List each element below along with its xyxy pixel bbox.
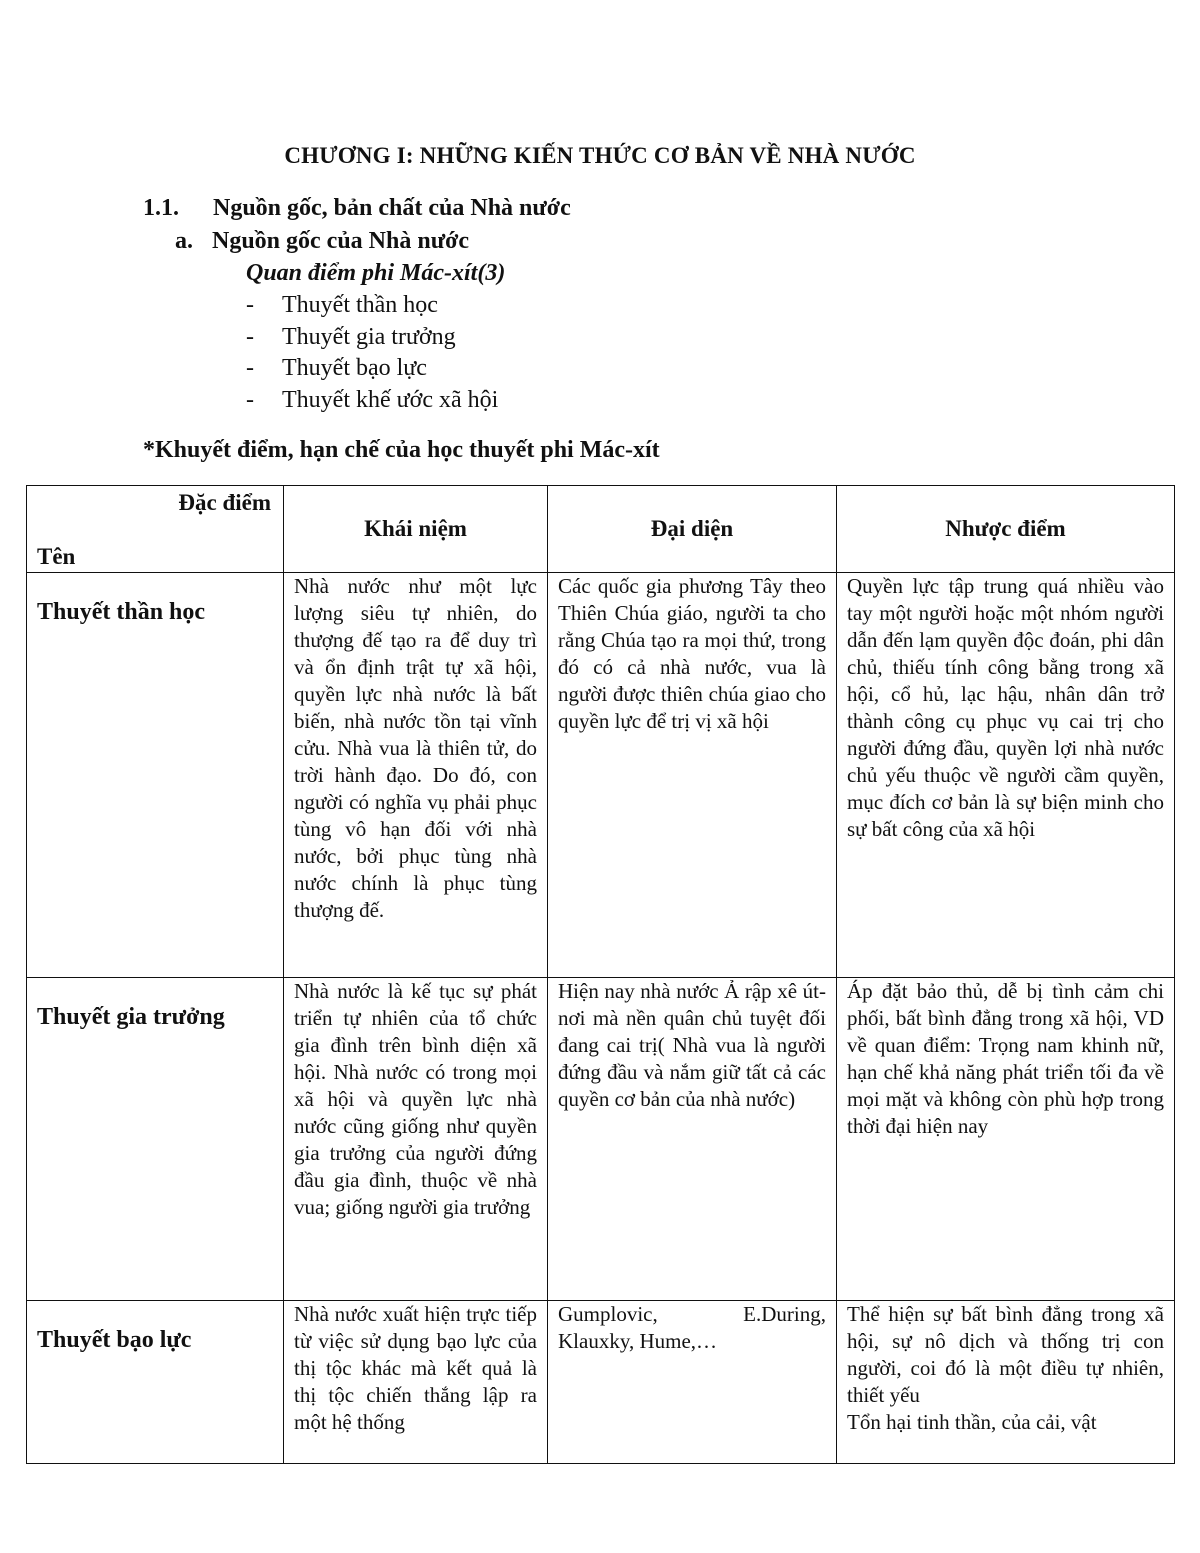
row-name-cell: Thuyết thần học: [27, 573, 284, 978]
comparison-table: [26, 485, 1175, 1464]
row-name-cell: Thuyết gia trưởng: [27, 978, 284, 1301]
row-name-cell: Thuyết bạo lực: [27, 1301, 284, 1464]
representative-cell: Các quốc gia phương Tây theo Thiên Chúa giáo, người ta cho rằng Chúa tạo ra mọi thứ, trong đó có cả nhà nước, vua là người được thiên chúa giao cho quyền lực để trị vị xã hội: [548, 573, 837, 978]
subsection-letter: a.: [175, 228, 193, 254]
column-header-concept: Khái niệm: [284, 486, 548, 573]
list-item-text: Thuyết gia trưởng: [282, 323, 456, 350]
bullet-marker: -: [246, 292, 254, 318]
section-number: 1.1.: [143, 195, 179, 221]
table-row: [27, 1301, 1175, 1464]
corner-label-name: Tên: [37, 544, 76, 569]
section-heading: [143, 195, 571, 222]
table-row: [27, 573, 1175, 978]
representative-cell: Hiện nay nhà nước Ả rập xê út- nơi mà nền quân chủ tuyệt đối đang cai trị( Nhà vua là người đứng đầu và nắm giữ tất cả các quyền cơ bản của nhà nước): [548, 978, 837, 1301]
bullet-marker: -: [246, 323, 254, 350]
table-header-row: [27, 486, 1175, 573]
subheading: Quan điểm phi Mác-xít(3): [246, 260, 506, 286]
concept-text: Nhà nước xuất hiện trực tiếp từ việc sử dụng bạo lực của thị tộc khác mà kết quả là thị tộc chiến thắng lập ra một hệ thống: [294, 1302, 537, 1434]
representative-cell: Gumplovic, E.During, Klauxky, Hume,…: [548, 1301, 837, 1464]
subsection-heading: [175, 228, 469, 255]
weakness-text: Thể hiện sự bất bình đẳng trong xã hội, sự nô dịch và thống trị con người, coi đó là một điều tự nhiên, thiết yếu: [847, 1302, 1164, 1407]
weakness-cell: Quyền lực tập trung quá nhiều vào tay một người hoặc một nhóm người dẫn đến lạm quyền độc đoán, phi dân chủ, thiếu tính công bằng trong xã hội, cổ hủ, lạc hậu, nhân dân trở thành công cụ phục vụ cai trị cho người đứng đầu, quyền lợi nhà nước chủ yếu thuộc về người cầm quyền, mục đích cơ bản là sự biện minh cho sự bất công của xã hội: [837, 573, 1175, 978]
column-header-weakness: Nhược điểm: [837, 486, 1175, 573]
chapter-title: CHƯƠNG I: NHỮNG KIẾN THỨC CƠ BẢN VỀ NHÀ NƯỚC: [284, 143, 916, 168]
bullet-marker: -: [246, 355, 254, 381]
list-item-text: Thuyết bạo lực: [282, 355, 427, 381]
theory-list: [246, 291, 498, 417]
concept-cell: Nhà nước là kế tục sự phát triển tự nhiên của tổ chức gia đình trên bình diện xã hội. Nhà nước có trong mọi xã hội và quyền lực nhà nước cũng giống như quyền gia trưởng của người đứng đầu gia đình, thuộc về nhà vua; giống người gia trưởng: [284, 978, 548, 1301]
list-item-text: Thuyết thần học: [282, 292, 438, 318]
weakness-text-continued: Tổn hại tinh thần, của cải, vật: [847, 1410, 1097, 1434]
column-header-representative: Đại diện: [548, 486, 837, 573]
section-text: Nguồn gốc, bản chất của Nhà nước: [213, 195, 571, 221]
table-heading: *Khuyết điểm, hạn chế của học thuyết phi Mác-xít: [143, 437, 660, 463]
list-item: [246, 291, 498, 323]
list-item-text: Thuyết khế ước xã hội: [282, 386, 499, 413]
weakness-cell: [837, 1301, 1175, 1464]
list-item: [246, 354, 498, 386]
subsection-text: Nguồn gốc của Nhà nước: [212, 228, 470, 254]
table-row: [27, 978, 1175, 1301]
list-item: [246, 323, 498, 355]
bullet-marker: -: [246, 386, 254, 413]
corner-label-feature: Đặc điểm: [178, 490, 271, 515]
list-item: [246, 386, 498, 418]
concept-cell: [284, 1301, 548, 1464]
weakness-cell: Áp đặt bảo thủ, dễ bị tình cảm chi phối, bất bình đẳng trong xã hội, VD về quan điểm: Trọng nam khinh nữ, hạn chế khả năng phát triển tối đa về mọi mặt và không còn phù hợp trong thời đại hiện nay: [837, 978, 1175, 1301]
concept-cell: Nhà nước như một lực lượng siêu tự nhiên, do thượng đế tạo ra để duy trì và ổn định trật tự xã hội, quyền lực nhà nước là bất biến, nhà nước tồn tại vĩnh cửu. Nhà vua là thiên tử, do trời hành đạo. Do đó, con người có nghĩa vụ phải phục tùng vô hạn đối với nhà nước, bởi phục tùng nhà nước chính là phục tùng thượng đế.: [284, 573, 548, 978]
corner-cell: [27, 486, 284, 573]
